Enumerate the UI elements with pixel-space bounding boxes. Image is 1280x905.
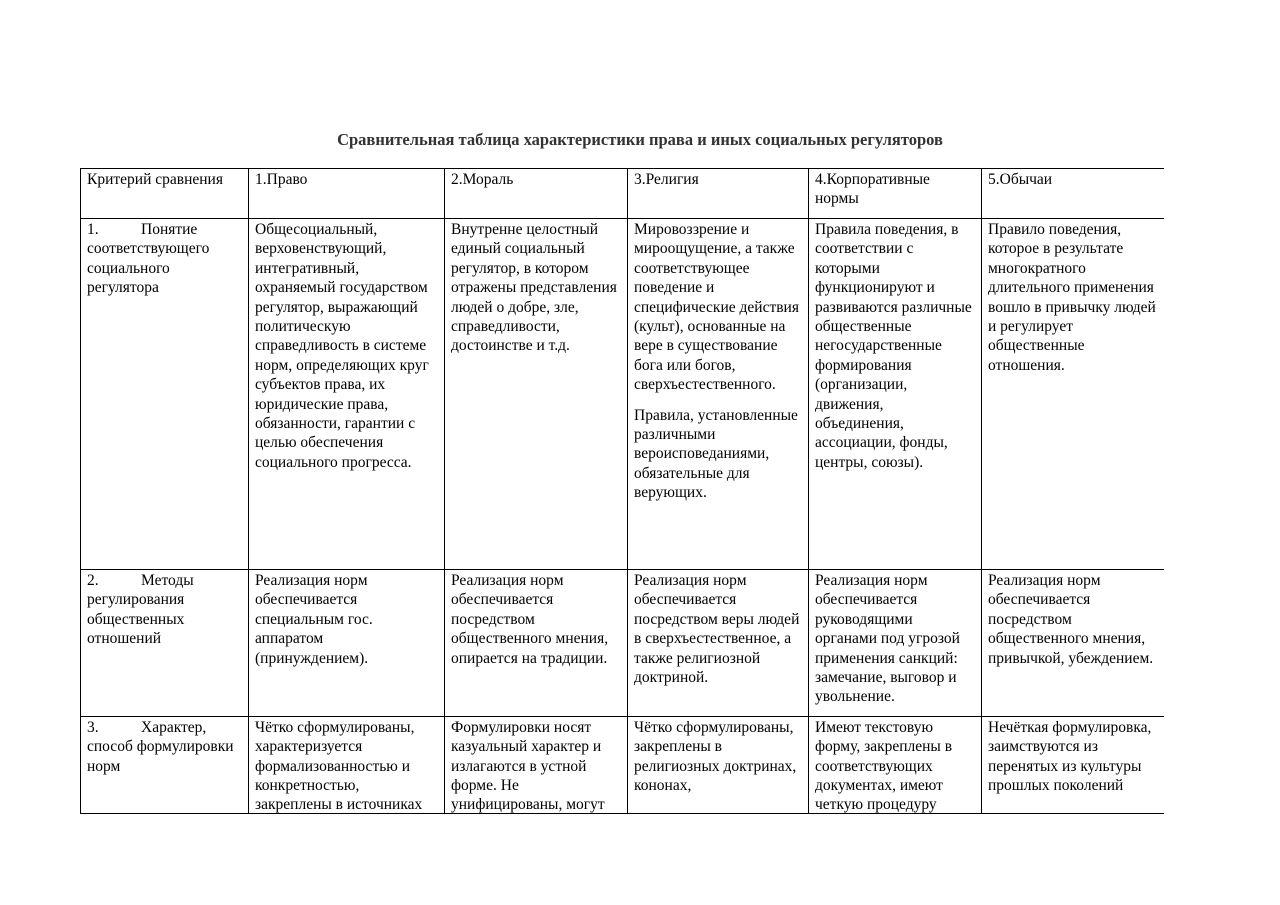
cell-paragraph: Реализация норм обеспечивается посредством общественного мнения, привычкой, убеждением. [988,572,1154,667]
criterion-cell [81,716,249,814]
header-cell-customs: 5.Обычаи [982,169,1165,219]
table-cell-customs [982,716,1165,814]
criterion-rest: способ формулировки норм [87,738,234,775]
header-cell-religion: 3.Религия [628,169,809,219]
cell-paragraph: Чётко сформулированы, характеризуется формализованностью и конкретностью, закреплены в источниках [255,718,423,814]
table-header-row [81,169,1165,219]
cell-paragraph: Чётко сформулированы, закреплены в религиозных доктринах, кононах, [634,718,797,795]
cell-paragraph: Реализация норм обеспечивается специальным гос. аппаратом (принуждением). [255,572,373,667]
cell-paragraph: Реализация норм обеспечивается посредством общественного мнения, опирается на традиции. [451,572,609,667]
criterion-number: 1. [87,221,99,238]
table-cell-law [249,219,445,570]
cell-paragraph: Формулировки носят казуальный характер и излагаются в устной форме. Не унифицированы, могут [451,718,605,814]
table-row [81,570,1165,717]
criterion-cell [81,570,249,717]
table-cell-customs [982,219,1165,570]
table-cell-religion [628,219,809,570]
table-cell-corporate-norms [809,570,982,717]
table-cell-law [249,570,445,717]
cell-paragraph: Реализация норм обеспечивается посредством веры людей в сверхъестественное, а также религиозной доктриной. [634,572,800,687]
cell-paragraph: Общесоциальный, верховенствующий, интегративный, охраняемый государством регулятор, выражающий политическую справедливость в системе норм, определяющих круг субъектов права, их юридические права, обязанности, гарантии с целью обеспечения социального прогресса. [255,221,429,471]
cell-paragraph: Имеют текстовую форму, закреплены в соответствующих документах, имеют четкую процедуру [815,718,953,814]
table-cell-corporate-norms [809,219,982,570]
table-row [81,219,1165,570]
criterion-number: 2. [87,572,99,589]
cell-paragraph: Мировоззрение и мироощущение, а также соответствующее поведение и специфические действия (культ), основанные на вере в существование бога или богов, сверхъестественного. [634,221,799,394]
header-cell-criterion: Критерий сравнения [81,169,249,219]
cell-paragraph: Правила поведения, в соответствии с которыми функционируют и развиваются различные общественные негосударственные формирования (организации, движения, объединения, ассоциации, фонды, центры, союзы). [815,221,972,471]
table-row [81,716,1165,814]
table-cell-morality [445,219,628,570]
criterion-lead-word: Методы [141,572,194,589]
table-cell-morality [445,716,628,814]
document-title: Сравнительная таблица характеристики права и иных социальных регуляторов [337,130,943,149]
cell-paragraph: Нечёткая формулировка, заимствуются из перенятых из культуры прошлых поколений [988,718,1152,795]
header-cell-law: 1.Право [249,169,445,219]
comparison-table [80,168,1164,814]
criterion-rest: соответствующего социального регулятора [87,240,210,297]
table-cell-corporate-norms [809,716,982,814]
cell-paragraph: Внутренне целостный единый социальный регулятор, в котором отражены представления людей о добре, зле, справедливости, достоинстве и т.д. [451,221,617,355]
header-cell-morality: 2.Мораль [445,169,628,219]
table-cell-customs [982,570,1165,717]
cell-paragraph: Реализация норм обеспечивается руководящими органами под угрозой применения санкций: замечание, выговор и увольнение. [815,572,960,706]
cell-paragraph: Правила, установленные различными вероисповеданиями, обязательные для верующих. [634,406,798,502]
header-cell-corporate-norms: 4.Корпоративные нормы [809,169,982,219]
criterion-number: 3. [87,718,99,736]
criterion-lead-word: Характер, [141,718,207,736]
table-cell-religion [628,716,809,814]
table-cell-religion [628,570,809,717]
table-cell-law [249,716,445,814]
table-cell-morality [445,570,628,717]
criterion-cell [81,219,249,570]
cell-paragraph: Правило поведения, которое в результате многократного длительного применения вошло в привычку людей и регулирует общественные отношения. [988,221,1156,374]
criterion-rest: регулирования общественных отношений [87,591,185,648]
criterion-lead-word: Понятие [141,221,198,238]
comparison-table-viewport [80,168,1164,814]
